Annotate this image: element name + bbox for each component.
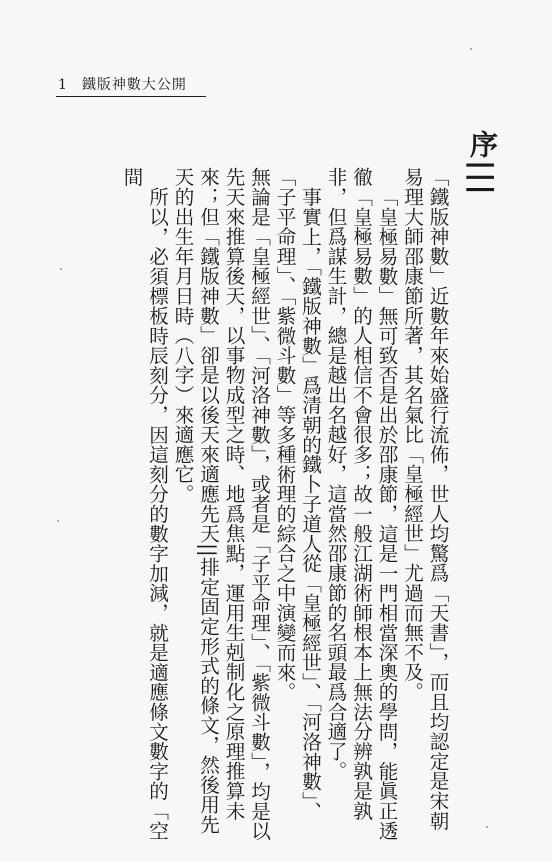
paragraph: 無論是「皇極經世」、「河洛神數」，或者是「子平命理」、「紫微斗數」，均是以先天來推算後天，以事物成型之時、地爲焦點，運用生剋制化之原理推算未來；但「鐵版神數」卻是以後天來適應先天||排定固定形式的條文，然後用先天的出生年月日時（八字）來適應它。 [171, 167, 271, 841]
paragraph: 「鐵版神數」近數年來始盛行流佈，世人均驚爲「天書」，而且均認定是宋朝易理大師邵康節所著，其名氣比「皇極經世」尤過而無不及。 [400, 167, 449, 831]
scan-speck [60, 268, 62, 270]
page-number: 1 [58, 77, 68, 93]
header-rule [56, 96, 206, 97]
section-heading: 序||| [466, 130, 499, 197]
paragraph: 事實上，「鐵版神數」爲清朝的鐵卜子道人從「皇極經世」、「河洛神數」、「子平命理」、「紫微斗數」等多種術理的綜合之中演變而來。 [273, 167, 322, 821]
body-text [119, 167, 451, 843]
scan-speck [486, 826, 488, 828]
book-title: 鐵版神數大公開 [81, 77, 187, 93]
running-head [58, 74, 187, 94]
paragraph: 「皇極易數」無可致否是出於邵康節，這是一門相當深奧的學問，能眞正透徹「皇極易數」的人相信不會很多；故一般江湖術師根本上無法分辨孰是孰非，但爲謀生計，總是越出名越好，這當然邵康節的名頭最爲合適了。 [324, 167, 398, 840]
paragraph: 所以，必須標板時辰刻分，因這刻分的數字加減，就是適應條文數字的「空間 [120, 167, 169, 840]
scan-speck [57, 520, 59, 522]
scan-speck [470, 48, 472, 50]
